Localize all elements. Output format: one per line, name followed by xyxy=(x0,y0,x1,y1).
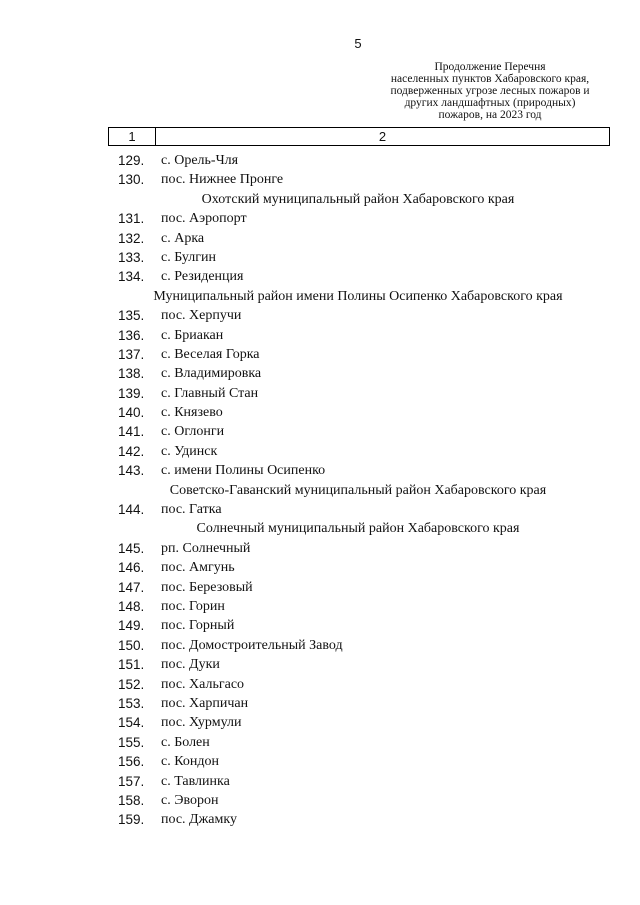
settlement-name: пос. Горин xyxy=(161,598,225,614)
item-number: 154. xyxy=(118,715,145,731)
list-item xyxy=(0,694,640,713)
district-heading: Охотский муниципальный район Хабаровского края xyxy=(201,191,515,207)
settlement-name: пос. Гатка xyxy=(161,502,222,518)
settlement-name: пос. Херпучи xyxy=(161,308,242,324)
item-number: 144. xyxy=(118,502,145,518)
item-number: 138. xyxy=(118,366,145,382)
list-item xyxy=(0,248,640,267)
list-item xyxy=(0,616,640,635)
settlement-name: с. Бриакан xyxy=(161,327,224,343)
settlement-name: рп. Солнечный xyxy=(161,540,251,556)
item-number: 133. xyxy=(118,249,145,265)
page-number: 5 xyxy=(354,36,362,51)
settlement-name: пос. Харпичан xyxy=(161,695,249,711)
settlement-name: с. Удинск xyxy=(161,443,218,459)
district-heading: Муниципальный район имени Полины Осипенко Хабаровского края xyxy=(153,288,563,304)
list-item xyxy=(0,655,640,674)
list-item xyxy=(0,403,640,422)
settlement-name: с. Болен xyxy=(161,734,210,750)
settlement-name: пос. Хальгасо xyxy=(161,676,245,692)
item-number: 151. xyxy=(118,657,145,673)
list-item xyxy=(0,306,640,325)
district-heading: Солнечный муниципальный район Хабаровского края xyxy=(196,521,520,537)
settlement-name: с. Кондон xyxy=(161,754,219,770)
item-number: 146. xyxy=(118,560,145,576)
item-number: 152. xyxy=(118,676,145,692)
list-item xyxy=(0,326,640,345)
item-number: 137. xyxy=(118,346,145,362)
list-item xyxy=(0,713,640,732)
settlement-name: с. Орель-Чля xyxy=(161,153,239,168)
list-item xyxy=(0,500,640,519)
item-number: 132. xyxy=(118,230,145,246)
settlement-name: с. Оглонги xyxy=(161,424,225,440)
list-item xyxy=(0,558,640,577)
item-number: 150. xyxy=(118,637,145,653)
list-item xyxy=(0,578,640,597)
list-item xyxy=(0,597,640,616)
settlement-name: с. Эворон xyxy=(161,792,219,808)
settlement-name: с. Арка xyxy=(161,230,205,246)
list-item xyxy=(0,752,640,771)
list-item xyxy=(0,675,640,694)
settlement-name: пос. Аэропорт xyxy=(161,211,247,227)
item-number: 149. xyxy=(118,618,145,634)
header-line: других ландшафтных (природных) xyxy=(404,97,576,109)
list-item xyxy=(0,636,640,655)
item-number: 142. xyxy=(118,443,145,459)
item-number: 129. xyxy=(118,153,145,168)
list-item xyxy=(0,170,640,189)
item-number: 134. xyxy=(118,269,145,285)
settlement-name: пос. Джамку xyxy=(161,812,237,828)
list-item xyxy=(0,209,640,228)
item-number: 157. xyxy=(118,773,145,789)
list-item xyxy=(0,442,640,461)
item-number: 159. xyxy=(118,812,145,828)
header-line: Продолжение Перечня xyxy=(434,61,546,73)
settlement-name: пос. Дуки xyxy=(161,657,220,673)
item-number: 139. xyxy=(118,385,145,401)
list-item xyxy=(0,151,640,170)
settlement-list xyxy=(0,151,640,830)
list-item xyxy=(0,384,640,403)
settlement-name: с. Князево xyxy=(161,405,223,421)
settlement-name: с. Главный Стан xyxy=(161,385,259,401)
settlement-name: с. Булгин xyxy=(161,249,217,265)
list-item xyxy=(0,810,640,829)
table-column-header xyxy=(108,127,610,146)
header-line: пожаров, на 2023 год xyxy=(438,109,542,121)
settlement-name: с. имени Полины Осипенко xyxy=(161,463,326,479)
header-line: населенных пунктов Хабаровского края, xyxy=(390,73,590,85)
list-item xyxy=(0,267,640,286)
settlement-name: пос. Домостроительный Завод xyxy=(161,637,343,653)
header-line: подверженных угрозе лесных пожаров и xyxy=(390,85,590,97)
list-item xyxy=(0,461,640,480)
settlement-name: с. Владимировка xyxy=(161,366,262,382)
list-item xyxy=(0,772,640,791)
item-number: 158. xyxy=(118,792,145,808)
district-heading: Советско-Гаванский муниципальный район Хабаровского края xyxy=(169,482,547,498)
settlement-name: пос. Горный xyxy=(161,618,235,634)
column-1-header: 1 xyxy=(109,128,156,145)
item-number: 155. xyxy=(118,734,145,750)
list-item xyxy=(0,539,640,558)
list-item xyxy=(0,345,640,364)
item-number: 135. xyxy=(118,308,145,324)
item-number: 156. xyxy=(118,754,145,770)
list-item xyxy=(0,791,640,810)
settlement-name: пос. Нижнее Пронге xyxy=(161,172,284,188)
list-item xyxy=(0,364,640,383)
document-header xyxy=(362,61,618,121)
settlement-name: с. Тавлинка xyxy=(161,773,230,789)
item-number: 143. xyxy=(118,463,145,479)
item-number: 153. xyxy=(118,695,145,711)
item-number: 147. xyxy=(118,579,145,595)
settlement-name: пос. Амгунь xyxy=(161,560,235,576)
item-number: 145. xyxy=(118,540,145,556)
item-number: 148. xyxy=(118,598,145,614)
settlement-name: пос. Березовый xyxy=(161,579,253,595)
column-2-header: 2 xyxy=(378,129,387,144)
item-number: 130. xyxy=(118,172,145,188)
list-item xyxy=(0,422,640,441)
list-item xyxy=(0,229,640,248)
item-number: 141. xyxy=(118,424,145,440)
list-item xyxy=(0,733,640,752)
settlement-name: с. Резиденция xyxy=(161,269,244,285)
settlement-name: с. Веселая Горка xyxy=(161,346,260,362)
item-number: 131. xyxy=(118,211,145,227)
item-number: 136. xyxy=(118,327,145,343)
settlement-name: пос. Хурмули xyxy=(161,715,242,731)
item-number: 140. xyxy=(118,405,145,421)
